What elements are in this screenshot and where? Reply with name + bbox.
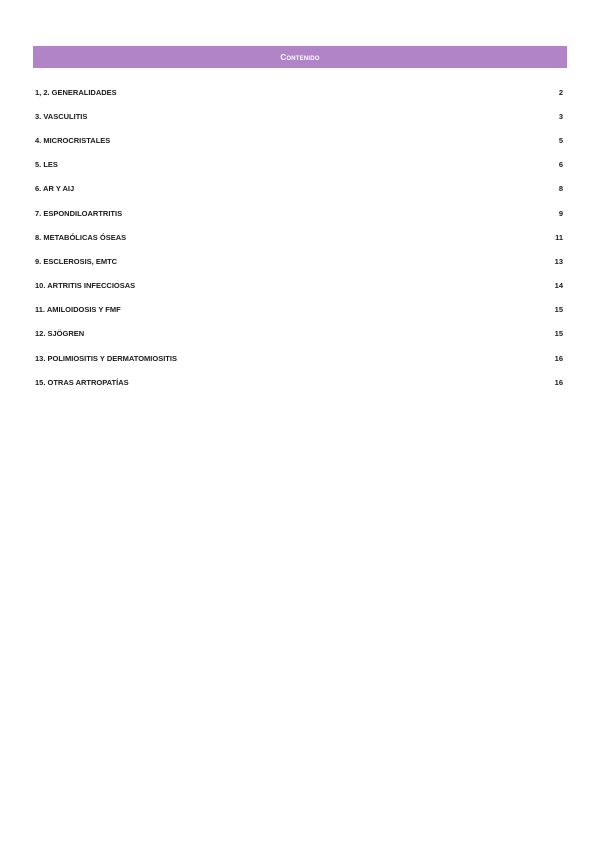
document-page: [33, 46, 567, 394]
toc-entry[interactable]: [33, 104, 567, 128]
toc-entry-page: 15: [554, 305, 563, 315]
toc-list: [33, 80, 567, 394]
toc-entry-label: 7. ESPONDILOARTRITIS: [35, 208, 123, 218]
toc-entry-page: 6: [558, 160, 563, 170]
toc-entry-label: 12. SJÖGREN: [35, 329, 85, 339]
toc-entry-label: 6. AR Y AIJ: [35, 184, 75, 194]
toc-entry-page: 15: [554, 329, 563, 339]
toc-entry-page: 9: [558, 208, 563, 218]
toc-entry[interactable]: [33, 177, 567, 201]
toc-entry-page: 11: [555, 232, 563, 242]
toc-entry[interactable]: [33, 370, 567, 394]
toc-entry[interactable]: [33, 249, 567, 273]
toc-entry[interactable]: [33, 322, 567, 346]
toc-header: [33, 46, 567, 68]
toc-entry-label: 15. OTRAS ARTROPATÍAS: [35, 377, 129, 387]
toc-title: Contenido: [280, 52, 320, 62]
toc-entry-label: 3. VASCULITIS: [35, 111, 88, 121]
toc-entry-page: 16: [554, 353, 563, 363]
toc-entry-label: 13. POLIMIOSITIS Y DERMATOMIOSITIS: [35, 353, 177, 363]
toc-entry-page: 3: [558, 111, 563, 121]
toc-entry[interactable]: [33, 298, 567, 322]
toc-entry[interactable]: [33, 225, 567, 249]
toc-entry-label: 11. AMILOIDOSIS Y FMF: [35, 305, 121, 315]
toc-entry[interactable]: [33, 274, 567, 298]
toc-entry-label: 9. ESCLEROSIS, EMTC: [35, 256, 118, 266]
toc-entry-label: 1, 2. GENERALIDADES: [35, 87, 117, 97]
toc-entry-page: 5: [558, 135, 563, 145]
toc-entry-page: 8: [558, 184, 563, 194]
toc-entry[interactable]: [33, 128, 567, 152]
toc-entry-page: 16: [554, 377, 563, 387]
toc-entry-page: 13: [554, 256, 563, 266]
toc-entry-page: 14: [554, 281, 563, 291]
toc-entry[interactable]: [33, 80, 567, 104]
toc-entry-label: 10. ARTRITIS INFECCIOSAS: [35, 281, 136, 291]
toc-entry-label: 8. METABÓLICAS ÓSEAS: [35, 232, 127, 242]
toc-entry[interactable]: [33, 346, 567, 370]
toc-entry-label: 5. LES: [35, 160, 58, 170]
toc-entry-label: 4. MICROCRISTALES: [35, 135, 111, 145]
toc-entry[interactable]: [33, 153, 567, 177]
toc-entry[interactable]: [33, 201, 567, 225]
toc-entry-page: 2: [558, 87, 563, 97]
